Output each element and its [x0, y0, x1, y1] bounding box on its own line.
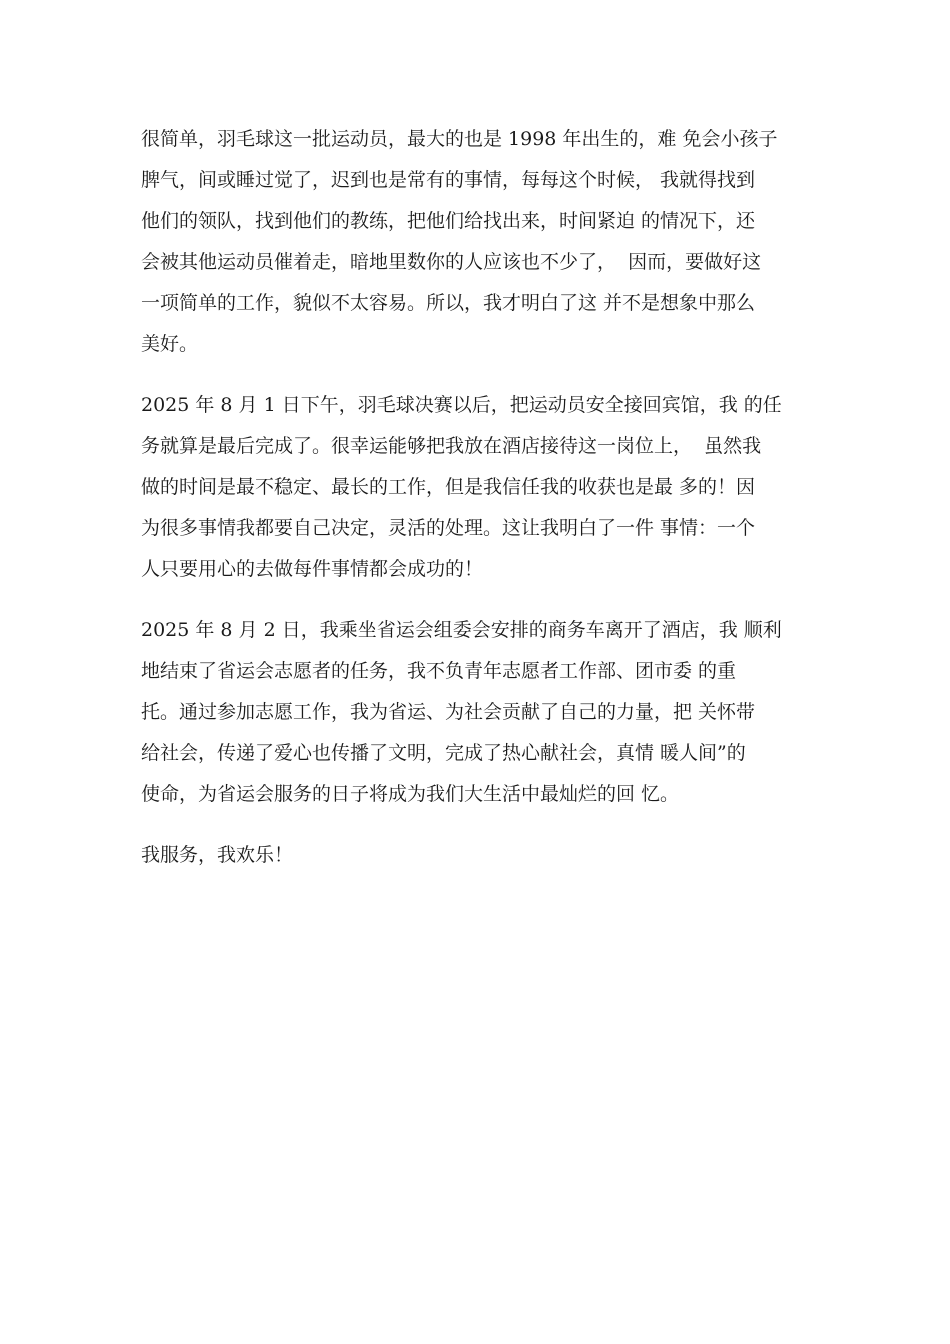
text-line: 会被其他运动员催着走，暗地里数你的人应该也不少了， 因而，要做好这	[141, 251, 762, 273]
text-line: 给社会，传递了爱心也传播了文明，完成了热心献社会，真情 暖人间”的	[141, 742, 746, 764]
paragraph-4	[141, 835, 821, 876]
paragraph-2	[141, 385, 821, 590]
paragraph-3	[141, 610, 821, 815]
text-line: 为很多事情我都要自己决定，灵活的处理。这让我明白了一件 事情：一个	[141, 517, 756, 539]
text-line: 使命，为省运会服务的日子将成为我们大生活中最灿烂的回 忆。	[141, 783, 680, 805]
text-line: 2025 年 8 月 1 日下午，羽毛球决赛以后，把运动员安全接回宾馆，我 的任	[141, 394, 782, 416]
text-line: 一项简单的工作，貌似不太容易。所以，我才明白了这 并不是想象中那么	[141, 292, 756, 314]
text-line: 地结束了省运会志愿者的任务，我不负青年志愿者工作部、团市委 的重	[141, 660, 737, 682]
text-line: 我服务，我欢乐！	[141, 844, 294, 866]
document-body	[141, 119, 821, 896]
text-line: 脾气，间或睡过觉了，迟到也是常有的事情，每每这个时候， 我就得找到	[141, 169, 756, 191]
text-line: 很简单，羽毛球这一批运动员，最大的也是 1998 年出生的，难 免会小孩子	[141, 128, 778, 150]
text-line: 做的时间是最不稳定、最长的工作，但是我信任我的收获也是最 多的！因	[141, 476, 756, 498]
text-line: 托。通过参加志愿工作，我为省运、为社会贡献了自己的力量，把 关怀带	[141, 701, 756, 723]
text-line: 2025 年 8 月 2 日，我乘坐省运会组委会安排的商务车离开了酒店，我 顺利	[141, 619, 782, 641]
text-line: 美好。	[141, 333, 199, 355]
text-line: 他们的领队，找到他们的教练，把他们给找出来，时间紧迫 的情况下，还	[141, 210, 756, 232]
text-line: 务就算是最后完成了。很幸运能够把我放在酒店接待这一岗位上， 虽然我	[141, 435, 762, 457]
paragraph-1	[141, 119, 821, 365]
text-line: 人只要用心的去做每件事情都会成功的！	[141, 558, 484, 580]
